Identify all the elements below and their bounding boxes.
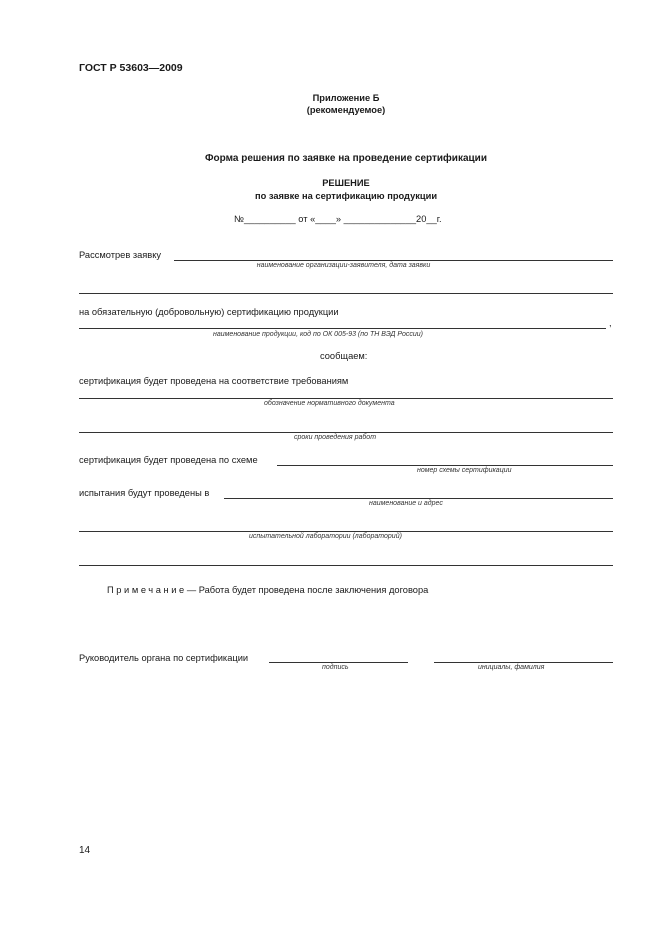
normative-line	[79, 398, 613, 399]
certification-label: на обязательную (добровольную) сертификацию продукции	[79, 307, 339, 317]
reviewed-label: Рассмотрев заявку	[79, 250, 162, 260]
lab-line	[79, 531, 613, 532]
terms-caption: сроки проведения работ	[294, 434, 377, 441]
name-caption: инициалы, фамилия	[478, 664, 545, 671]
product-line	[79, 328, 606, 329]
scheme-line	[277, 465, 613, 466]
scheme-label: сертификация будет проведена по схеме	[79, 455, 258, 465]
blank-line-1	[79, 293, 613, 294]
normative-caption: обозначение нормативного документа	[264, 400, 395, 407]
decision-title: РЕШЕНИЕ	[322, 178, 370, 188]
name-line	[434, 662, 613, 663]
inform-text: сообщаем:	[320, 351, 368, 361]
requirements-label: сертификация будет проведена на соответствие требованиям	[79, 376, 349, 386]
form-title: Форма решения по заявке на проведение сертификации	[205, 153, 487, 164]
scheme-caption: номер схемы сертификации	[417, 467, 512, 474]
lab-caption: испытательной лаборатории (лабораторий)	[249, 533, 402, 540]
standard-code: ГОСТ Р 53603—2009	[79, 62, 183, 74]
name-address-caption: наименование и адрес	[369, 500, 443, 507]
trailing-comma: ,	[609, 318, 612, 328]
sign-caption: подпись	[322, 664, 349, 671]
decision-subtitle: по заявке на сертификацию продукции	[254, 191, 438, 201]
tests-line	[224, 498, 613, 499]
reviewed-caption: наименование организации-заявителя, дата заявки	[256, 262, 431, 269]
decision-number-line: №__________ от «____» ______________20__г.	[234, 214, 442, 224]
page-number: 14	[79, 845, 91, 856]
note-text: — Работа будет проведена после заключения договора	[186, 585, 429, 595]
blank-line-2	[79, 565, 613, 566]
product-caption: наименование продукции, код по ОК 005-93 (по ТН ВЭД России)	[213, 331, 423, 338]
reviewed-line	[174, 260, 613, 261]
appendix-title: Приложение Б	[312, 93, 380, 103]
signature-label: Руководитель органа по сертификации	[79, 653, 249, 663]
appendix-subtitle: (рекомендуемое)	[306, 105, 386, 115]
tests-label: испытания будут проведены в	[79, 488, 210, 498]
terms-line	[79, 432, 613, 433]
note	[107, 585, 428, 595]
note-label: Примечание	[107, 585, 187, 595]
sign-line	[269, 662, 408, 663]
